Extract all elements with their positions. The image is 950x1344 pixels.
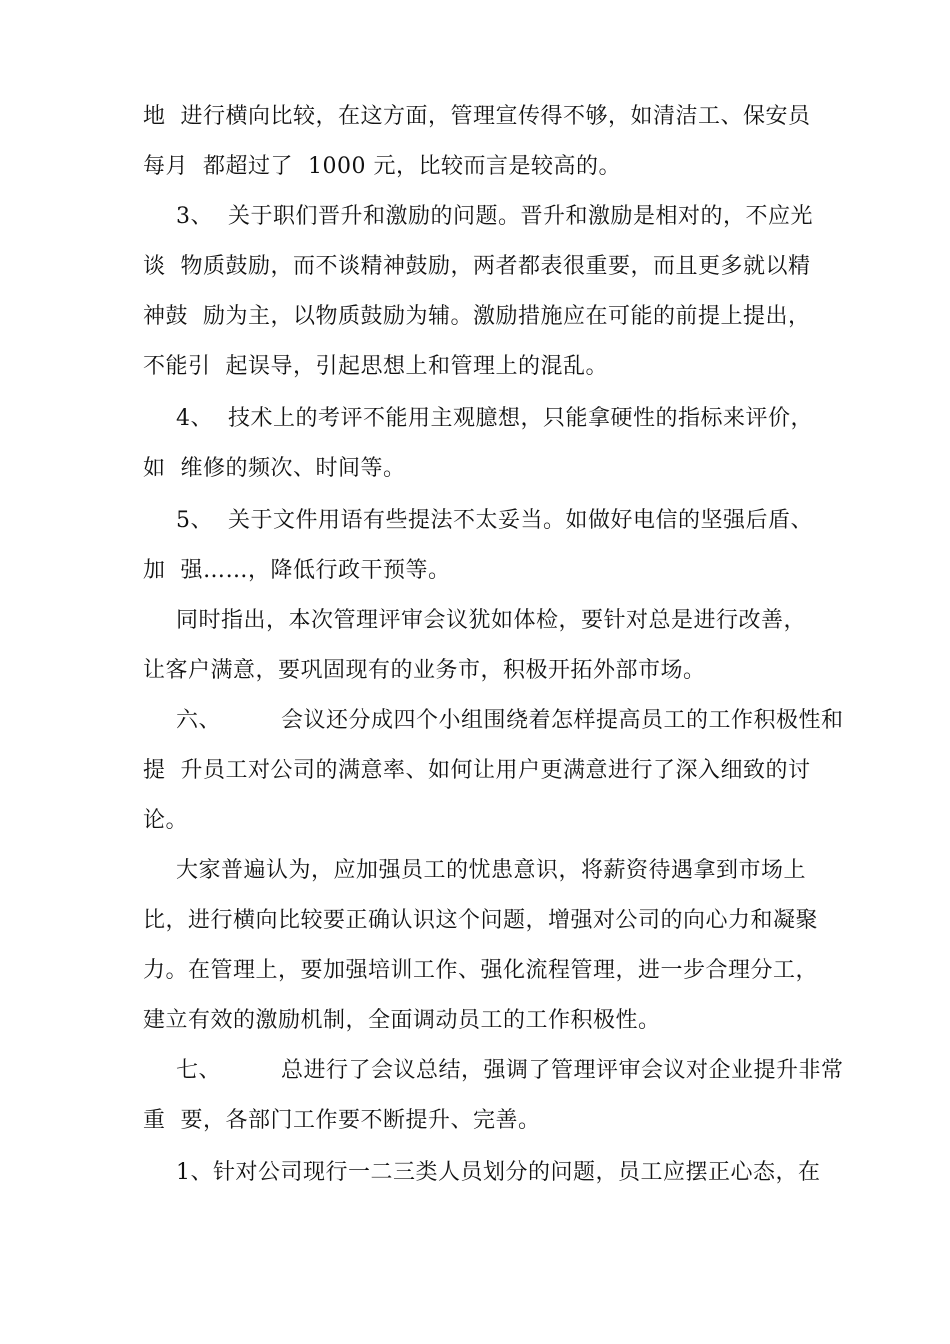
- text-line-2: 每月 都超过了 1000 元，比较而言是较高的。: [143, 154, 621, 179]
- text-line-19: 建立有效的激励机制，全面调动员工的工作积极性。: [143, 1008, 661, 1033]
- text-line-14: 提 升员工对公司的满意率、如何让用户更满意进行了深入细致的讨: [143, 758, 811, 783]
- text-line-5: 神鼓 励为主，以物质鼓励为辅。激励措施应在可能的前提上提出，: [143, 304, 811, 329]
- text-line-15: 论。: [143, 808, 189, 833]
- text-line-17: 比，进行横向比较要正确认识这个问题，增强对公司的向心力和凝聚: [143, 908, 819, 933]
- text-line-3: 3、 关于职们晋升和激励的问题。晋升和激励是相对的，不应光: [176, 204, 813, 229]
- text-line-11: 同时指出，本次管理评审会议犹如体检，要针对总是进行改善，: [176, 608, 807, 633]
- text-line-6: 不能引 起误导，引起思想上和管理上的混乱。: [143, 354, 608, 379]
- text-line-22: 1、针对公司现行一二三类人员划分的问题，员工应摆正心态，在: [176, 1160, 821, 1185]
- text-line-10: 加 强……，降低行政干预等。: [143, 558, 451, 583]
- text-line-8: 如 维修的频次、时间等。: [143, 456, 406, 481]
- text-line-1: 地 进行横向比较，在这方面，管理宣传得不够，如清洁工、保安员: [143, 104, 811, 129]
- text-line-9: 5、 关于文件用语有些提法不太妥当。如做好电信的坚强后盾、: [176, 508, 813, 533]
- text-line-20: 七、 总进行了会议总结，强调了管理评审会议对企业提升非常: [176, 1058, 844, 1083]
- text-line-21: 重 要，各部门工作要不断提升、完善。: [143, 1108, 541, 1133]
- text-line-16: 大家普遍认为，应加强员工的忧患意识，将薪资待遇拿到市场上: [176, 858, 807, 883]
- text-line-18: 力。在管理上，要加强培训工作、强化流程管理，进一步合理分工，: [143, 958, 819, 983]
- text-line-4: 谈 物质鼓励，而不谈精神鼓励，两者都表很重要，而且更多就以精: [143, 254, 811, 279]
- text-line-7: 4、 技术上的考评不能用主观臆想，只能拿硬性的指标来评价，: [176, 406, 813, 431]
- text-line-13: 六、 会议还分成四个小组围绕着怎样提高员工的工作积极性和: [176, 708, 844, 733]
- text-line-12: 让客户满意，要巩固现有的业务市，积极开拓外部市场。: [143, 658, 706, 683]
